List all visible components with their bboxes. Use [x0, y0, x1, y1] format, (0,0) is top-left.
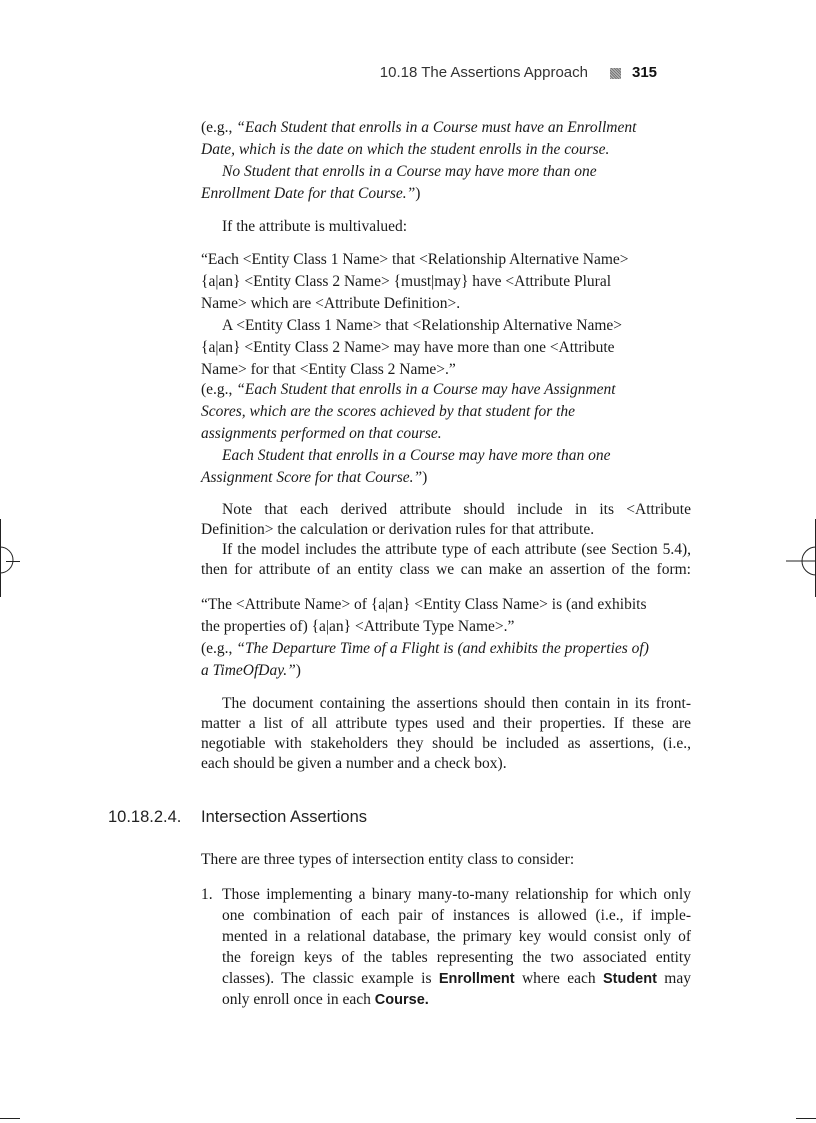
multivalued-intro: If the attribute is multivalued: [222, 218, 408, 235]
template-2-line-3: Name> which are <Attribute Definition>. [201, 295, 461, 312]
template-2-line-4: A <Entity Class 1 Name> that <Relationship Alternative Name> [222, 317, 623, 334]
front-para-line-3: negotiable with stakeholders they should be included as assertions, (i.e., [201, 735, 691, 752]
template-3-line-4: a TimeOfDay.”) [201, 662, 301, 679]
section-intro: There are three types of intersection entity class to consider: [201, 851, 575, 868]
example-1-line-3: No Student that enrolls in a Course may have more than one [222, 163, 597, 180]
derived-para-line-2: Definition> the calculation or derivation rules for that attribute. [201, 521, 595, 538]
template-2-line-6: Name> for that <Entity Class 2 Name>.” [201, 361, 456, 378]
running-header-title: 10.18 The Assertions Approach [379, 64, 588, 81]
example-1-line-1: (e.g., “Each Student that enrolls in a Course must have an Enrollment [201, 119, 637, 136]
list-item-number: 1. [201, 886, 213, 903]
front-para-line-2: matter a list of all attribute types used and their properties. If these are [201, 715, 691, 732]
front-para-line-4: each should be given a number and a check box). [201, 755, 507, 772]
example-2-line-2: Scores, which are the scores achieved by that student for the [201, 403, 576, 420]
template-2-line-5: {a|an} <Entity Class 2 Name> may have more than one <Attribute [201, 339, 615, 356]
derived-para-line-3: If the model includes the attribute type of each attribute (see Section 5.4), [222, 541, 691, 558]
crop-mark-bottom-right [796, 1118, 816, 1119]
template-3-line-2: the properties of) {a|an} <Attribute Type Name>.” [201, 618, 515, 635]
registration-mark-left-icon [0, 545, 16, 575]
page-number: 315 [632, 64, 658, 81]
template-2-line-2: {a|an} <Entity Class 2 Name> {must|may} have <Attribute Plural [201, 273, 612, 290]
registration-mark-right-icon [786, 545, 816, 577]
derived-para-line-1: Note that each derived attribute should include in its <Attribute [222, 501, 691, 518]
example-1-line-4: Enrollment Date for that Course.”) [201, 185, 421, 202]
example-2-line-1: (e.g., “Each Student that enrolls in a Course may have Assignment [201, 381, 616, 398]
template-3-line-1: “The <Attribute Name> of {a|an} <Entity Class Name> is (and exhibits [201, 596, 647, 613]
list-item-line-6: only enroll once in each Course. [222, 991, 429, 1008]
running-header [379, 64, 700, 86]
example-2-line-3: assignments performed on that course. [201, 425, 442, 442]
example-2-line-4: Each Student that enrolls in a Course may have more than one [222, 447, 611, 464]
list-item-line-1: Those implementing a binary many-to-many relationship for which only [222, 886, 691, 903]
list-item-line-3: mented in a relational database, the primary key would consist only of [222, 928, 691, 945]
example-2-line-5: Assignment Score for that Course.”) [201, 469, 428, 486]
crop-mark-bottom-left [0, 1118, 20, 1119]
example-1-line-2: Date, which is the date on which the student enrolls in the course. [201, 141, 610, 158]
square-ornament-icon [610, 68, 621, 79]
list-item-line-2: one combination of each pair of instances is allowed (i.e., if imple- [222, 907, 691, 924]
list-item-line-4: the foreign keys of the tables representing the two associated entity [222, 949, 691, 966]
template-3-line-3: (e.g., “The Departure Time of a Flight is (and exhibits the properties of) [201, 640, 649, 657]
section-title: Intersection Assertions [201, 808, 367, 826]
template-2-line-1: “Each <Entity Class 1 Name> that <Relationship Alternative Name> [201, 251, 629, 268]
derived-para-line-4: then for attribute of an entity class we can make an assertion of the form: [201, 561, 691, 578]
list-item-line-5: classes). The classic example is Enrollment where each Student may [222, 970, 691, 987]
section-number: 10.18.2.4. [108, 808, 182, 826]
front-para-line-1: The document containing the assertions should then contain in its front- [222, 695, 691, 712]
